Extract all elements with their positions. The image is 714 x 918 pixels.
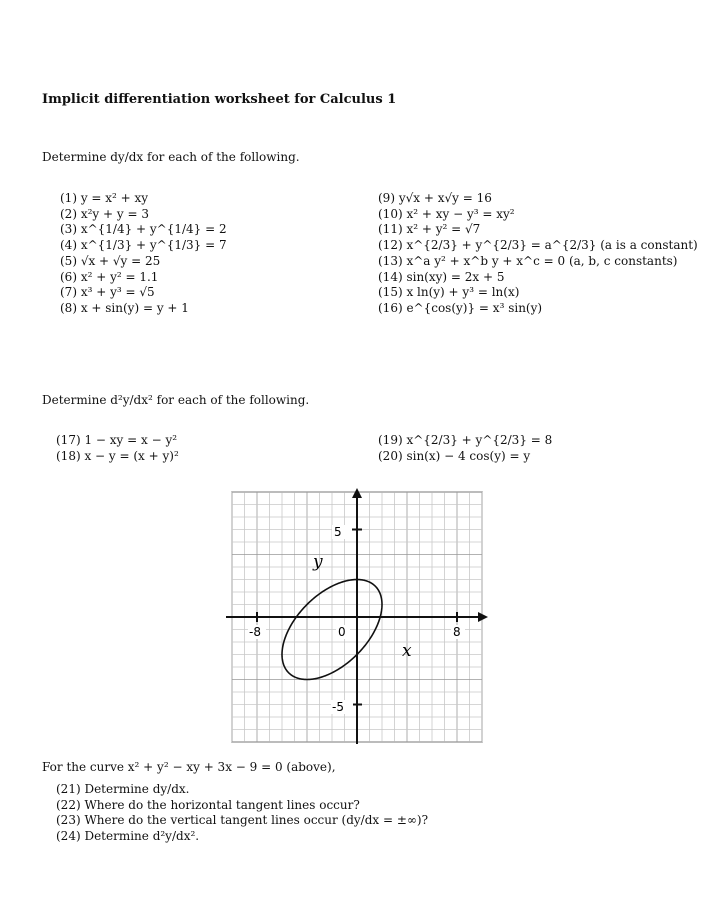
section2-left-list: [56, 433, 179, 464]
problem-6: (6) x² + y² = 1.1: [60, 269, 159, 284]
problem-3: (3) x^{1/4} + y^{1/4} = 2: [60, 222, 227, 237]
problem-17: (17) 1 − xy = x − y²: [56, 433, 178, 447]
section1-instruction: Determine dy/dx for each of the following.: [42, 150, 300, 164]
problem-10: (10) x² + xy − y³ = xy²: [378, 206, 515, 221]
problem-7: (7) x³ + y³ = √5: [60, 285, 155, 300]
problem-16: (16) e^{cos(y)} = x³ sin(y): [378, 300, 543, 315]
problem-8: (8) x + sin(y) = y + 1: [60, 300, 189, 315]
question-21: (21) Determine dy/dx.: [56, 782, 190, 796]
problem-9: (9) y√x + x√y = 16: [378, 191, 492, 205]
section3-question-list: [56, 782, 428, 845]
problem-12: (12) x^{2/3} + y^{2/3} = a^{2/3} (a is a constant): [378, 238, 698, 253]
page-title: Implicit differentiation worksheet for Calculus 1: [42, 92, 397, 107]
section3-instruction: For the curve x² + y² − xy + 3x − 9 = 0 (above),: [42, 760, 336, 774]
ellipse-graph: [222, 486, 492, 748]
tick-label-x8: 8: [453, 625, 461, 639]
problem-15: (15) x ln(y) + y³ = ln(x): [378, 285, 520, 300]
problem-19: (19) x^{2/3} + y^{2/3} = 8: [378, 433, 553, 447]
x-axis-arrow: [478, 612, 488, 622]
tick-label-y5: 5: [334, 525, 342, 539]
problem-14: (14) sin(xy) = 2x + 5: [378, 269, 505, 284]
section1-right-list: [378, 191, 698, 317]
tick-label-yneg5: -5: [332, 700, 344, 714]
tick-label-xneg8: -8: [249, 625, 261, 639]
question-22: (22) Where do the horizontal tangent lines occur?: [56, 797, 360, 812]
tick-label-origin: 0: [338, 625, 346, 639]
problem-11: (11) x² + y² = √7: [378, 222, 481, 237]
problem-13: (13) x^a y² + x^b y + x^c = 0 (a, b, c constants): [378, 253, 678, 268]
problem-5: (5) √x + √y = 25: [60, 253, 161, 268]
problem-2: (2) x²y + y = 3: [60, 206, 149, 221]
problem-1: (1) y = x² + xy: [60, 191, 149, 205]
section2-right-list: [378, 433, 552, 464]
problem-4: (4) x^{1/3} + y^{1/3} = 7: [60, 238, 227, 253]
x-axis-label: x: [402, 641, 412, 661]
question-23: (23) Where do the vertical tangent lines occur (dy/dx = ±∞)?: [56, 813, 429, 828]
y-axis-label: y: [313, 552, 323, 572]
problem-20: (20) sin(x) − 4 cos(y) = y: [378, 448, 531, 463]
problem-18: (18) x − y = (x + y)²: [56, 448, 179, 463]
section2-instruction: Determine d²y/dx² for each of the following.: [42, 393, 310, 407]
question-24: (24) Determine d²y/dx².: [56, 829, 200, 844]
section1-left-list: [60, 191, 227, 317]
